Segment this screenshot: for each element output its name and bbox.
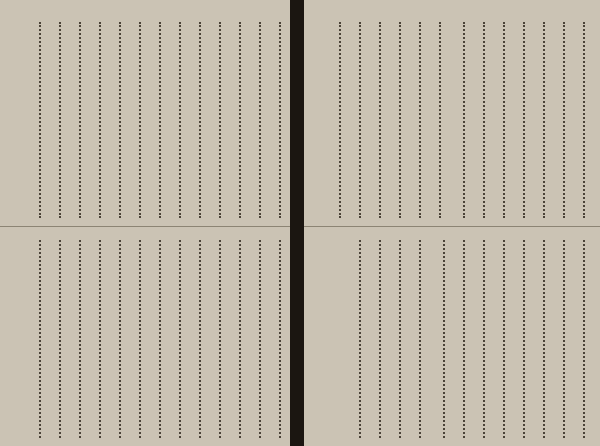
dot-leader [463,22,465,218]
toc-entry [390,18,410,222]
right-page [304,0,600,446]
toc-entry [150,236,170,442]
toc-entry [454,236,474,442]
toc-entry [90,18,110,222]
toc-entry [514,18,534,222]
dot-leader [219,240,221,438]
section-divider [304,226,600,227]
dot-leader [399,22,401,218]
dot-leader [279,240,281,438]
toc-entry [514,236,534,442]
dot-leader [239,22,241,218]
dot-leader [59,22,61,218]
toc-entry [534,236,554,442]
toc-entry [474,18,494,222]
toc-entry [130,18,150,222]
dot-leader [179,240,181,438]
toc-entry [170,236,190,442]
dot-leader [543,22,545,218]
dot-leader [359,240,361,438]
dot-leader [503,22,505,218]
toc-entry [350,18,370,222]
toc-entry [370,236,390,442]
toc-lower-section [0,236,296,442]
toc-entry [50,236,70,442]
dot-leader [139,22,141,218]
toc-section-heading [410,236,434,442]
dot-leader [119,240,121,438]
toc-entry [210,236,230,442]
toc-upper-section [0,18,296,222]
toc-entry [110,236,130,442]
dot-leader [119,22,121,218]
toc-entry [30,236,50,442]
dot-leader [523,240,525,438]
toc-entry [130,236,150,442]
toc-entry [50,18,70,222]
toc-entry [270,18,290,222]
toc-entry [410,18,430,222]
toc-entry [574,236,594,442]
dot-leader [219,22,221,218]
dot-leader [99,22,101,218]
dot-leader [179,22,181,218]
dot-leader [543,240,545,438]
toc-entry [474,236,494,442]
dot-leader [379,22,381,218]
dot-leader [79,240,81,438]
dot-leader [239,240,241,438]
dot-leader [79,22,81,218]
dot-leader [483,22,485,218]
toc-entry [230,236,250,442]
toc-entry [190,236,210,442]
toc-entry [434,236,454,442]
dot-leader [583,240,585,438]
dot-leader [563,240,565,438]
dot-leader [419,22,421,218]
toc-entry [250,236,270,442]
toc-entry [30,18,50,222]
dot-leader [159,22,161,218]
dot-leader [379,240,381,438]
toc-entry [330,18,350,222]
dot-leader [439,22,445,218]
toc-entry [250,18,270,222]
toc-upper-section [304,18,600,222]
dot-leader [583,22,585,218]
dot-leader [279,22,281,218]
dot-leader [339,22,341,218]
dot-leader [99,240,101,438]
toc-entry [390,236,410,442]
left-page [0,0,296,446]
dot-leader [39,240,41,438]
dot-leader [523,22,525,218]
toc-lower-section [304,236,600,442]
toc-entry [370,18,390,222]
toc-entry [110,18,130,222]
dot-leader [443,240,445,438]
dot-leader [359,22,361,218]
toc-entry [574,18,594,222]
dot-leader [399,240,401,438]
toc-entry [270,236,290,442]
toc-entry [230,18,250,222]
toc-entry [190,18,210,222]
toc-entry [350,236,370,442]
section-divider [0,226,296,227]
toc-entry [554,18,574,222]
dot-leader [59,240,61,438]
toc-entry [70,236,90,442]
toc-entry [494,18,514,222]
dot-leader [259,22,261,218]
toc-entry [70,18,90,222]
dot-leader [503,240,505,438]
dot-leader [39,22,41,218]
toc-entry [150,18,170,222]
toc-entry [494,236,514,442]
dot-leader [199,22,201,218]
dot-leader [463,240,465,438]
toc-section-heading [430,18,454,222]
dot-leader [159,240,161,438]
toc-entry [454,18,474,222]
dot-leader [483,240,485,438]
page-header [4,2,254,16]
dot-leader [259,240,261,438]
toc-entry [554,236,574,442]
dot-leader [139,240,141,438]
dot-leader [199,240,201,438]
dot-leader [419,240,425,438]
toc-entry [210,18,230,222]
dot-leader [563,22,565,218]
toc-entry [170,18,190,222]
toc-entry [90,236,110,442]
toc-entry [534,18,554,222]
